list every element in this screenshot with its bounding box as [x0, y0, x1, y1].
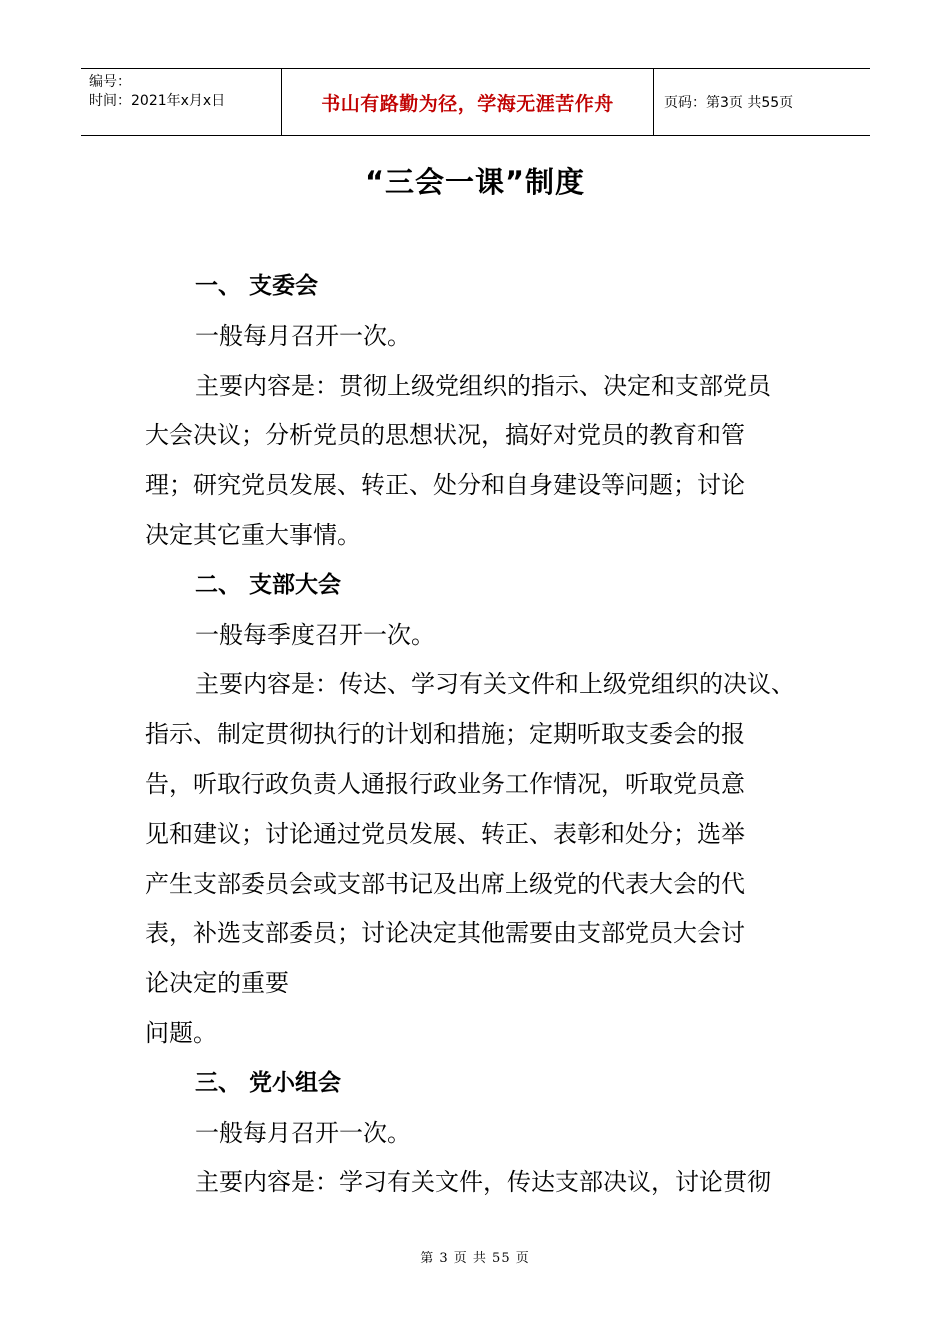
section-content-line: 大会决议；分析党员的思想状况，搞好对党员的教育和管 — [145, 421, 745, 450]
page-footer: 第 3 页 共 55 页 — [420, 1251, 530, 1266]
document-date-label: 时间：2021年x月x日 — [89, 93, 226, 109]
document-number-label: 编号： — [89, 74, 131, 90]
document-title: “三会一课”制度 — [364, 165, 586, 199]
document-header — [81, 68, 870, 136]
section-content-line: 表，补选支部委员；讨论决定其他需要由支部党员大会讨 — [145, 919, 745, 948]
section-heading: 二、 支部大会 — [195, 571, 342, 598]
header-meta-cell — [81, 69, 282, 135]
section-content-line: 问题。 — [145, 1018, 217, 1047]
section-content-line: 主要内容是：学习有关文件，传达支部决议，讨论贯彻 — [195, 1168, 771, 1197]
section-content-line: 主要内容是：贯彻上级党组织的指示、决定和支部党员 — [195, 371, 771, 400]
section-content-line: 理；研究党员发展、转正、处分和自身建设等问题；讨论 — [145, 471, 745, 500]
section-content-line: 主要内容是：传达、学习有关文件和上级党组织的决议、 — [195, 670, 795, 699]
section-content-line: 决定其它重大事情。 — [145, 520, 361, 549]
section-frequency: 一般每月召开一次。 — [195, 1118, 411, 1147]
section-heading: 一、 支委会 — [195, 273, 319, 299]
section-content-line: 产生支部委员会或支部书记及出席上级党的代表大会的代 — [145, 869, 745, 898]
section-heading: 三、 党小组会 — [195, 1069, 342, 1096]
section-content-line: 论决定的重要 — [145, 969, 289, 998]
section-content-line: 见和建议；讨论通过党员发展、转正、表彰和处分；选举 — [145, 819, 745, 848]
header-page-info: 页码：第3页 共55页 — [664, 95, 794, 111]
document-body — [145, 262, 810, 1208]
header-motto: 书山有路勤为径，学海无涯苦作舟 — [321, 92, 614, 115]
section-frequency: 一般每月召开一次。 — [195, 321, 411, 350]
header-page-cell — [654, 69, 870, 135]
header-motto-cell — [282, 69, 654, 135]
section-frequency: 一般每季度召开一次。 — [195, 620, 435, 649]
section-content-line: 告，听取行政负责人通报行政业务工作情况，听取党员意 — [145, 769, 745, 798]
section-content-line: 指示、制定贯彻执行的计划和措施；定期听取支委会的报 — [145, 720, 745, 749]
